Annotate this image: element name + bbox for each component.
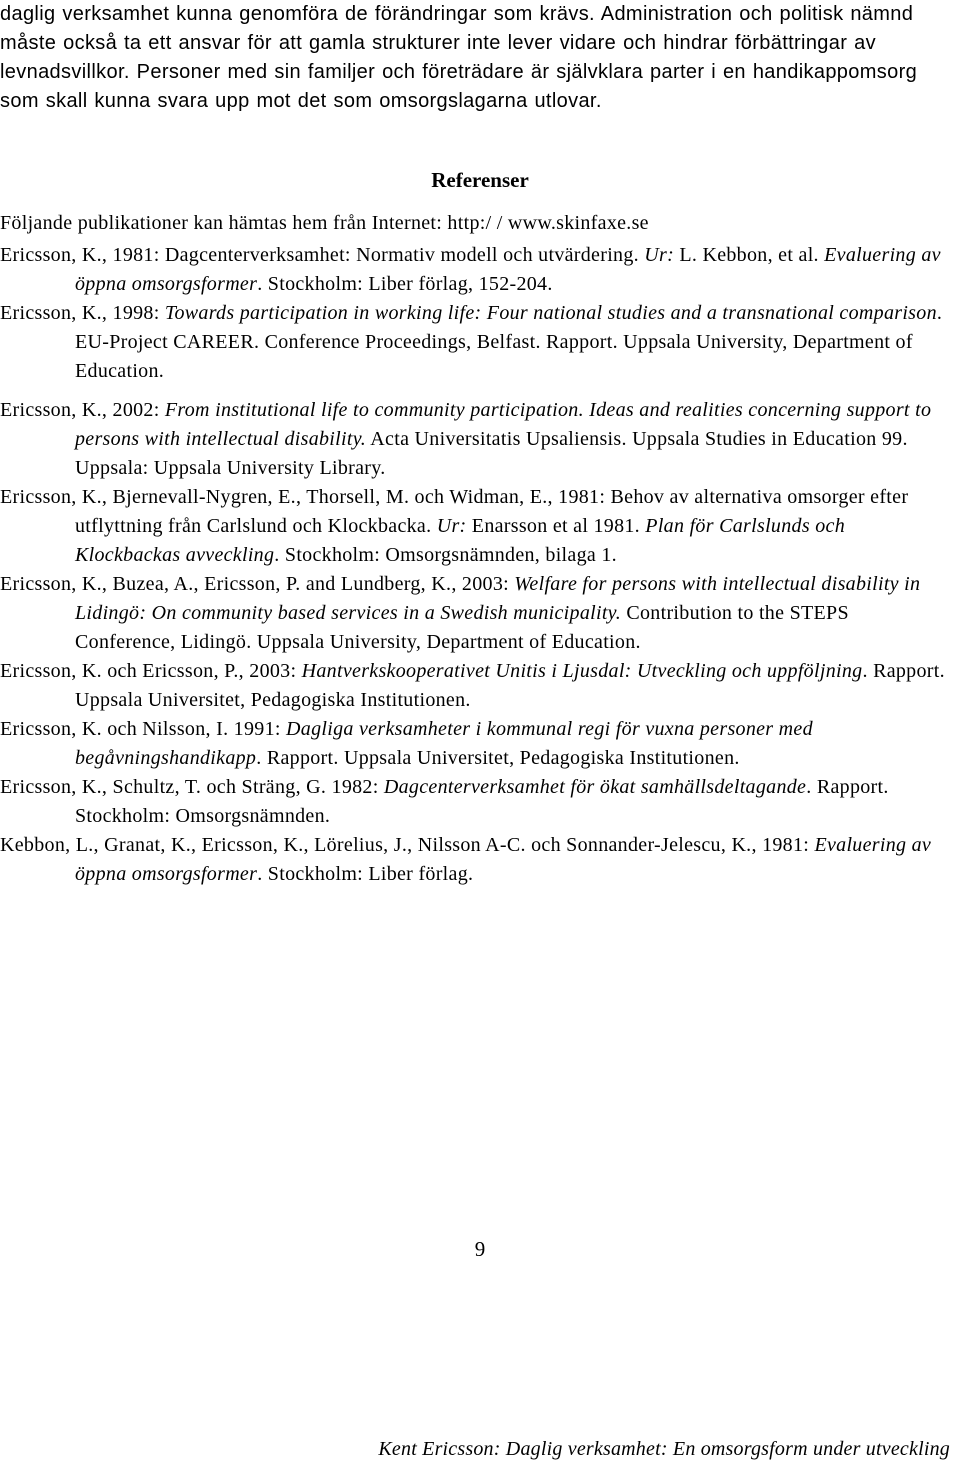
reference-item: Ericsson, K. och Ericsson, P., 2003: Hantverkskooperativet Unitis i Ljusdal: Utveckling och uppföljning. Rapport. Uppsala Universitet, Pedagogiska Institutionen. <box>0 660 945 711</box>
reference-item: Ericsson, K., 1998: Towards participation in working life: Four national studies and a transnational comparison. EU-Project CAREER. Conference Proceedings, Belfast. Rapport. Uppsala University, Department of Education. <box>0 302 943 382</box>
page-footer: Kent Ericsson: Daglig verksamhet: En omsorgsform under utveckling <box>378 1438 950 1460</box>
reference-list <box>0 209 952 889</box>
reference-item: Ericsson, K., Buzea, A., Ericsson, P. and Lundberg, K., 2003: Welfare for persons with intellectual disability in Lidingö: On community based services in a Swedish municipality. Contribution to the STEPS Conference, Lidingö. Uppsala University, Department of Education. <box>0 573 921 653</box>
page-number: 9 <box>474 1237 486 1261</box>
reference-item: Kebbon, L., Granat, K., Ericsson, K., Lörelius, J., Nilsson A-C. och Sonnander-Jelescu, K., 1981: Evaluering av öppna omsorgsformer. Stockholm: Liber förlag. <box>0 834 932 885</box>
reference-item: Ericsson, K., Bjernevall-Nygren, E., Thorsell, M. och Widman, E., 1981: Behov av alternativa omsorger efter utflyttning från Carlslund och Klockbacka. Ur: Enarsson et al 1981. Plan för Carlslunds och Klockbackas avveckling. Stockholm: Omsorgsnämnden, bilaga 1. <box>0 486 909 566</box>
internet-note: Följande publikationer kan hämtas hem från Internet: http:/ / www.skinfaxe.se <box>0 212 649 234</box>
intro-paragraph: daglig verksamhet kunna genomföra de förändringar som krävs. Administration och politisk nämnd måste också ta ett ansvar för att gamla strukturer inte lever vidare och hindrar förbättringar av levnadsvillkor. Personer med sin familjer och företrädare är självklara parter i en handikappomsorg som skall kunna svara upp mot det som omsorgslagarna utlovar. <box>0 3 918 112</box>
reference-item: Ericsson, K., 2002: From institutional life to community participation. Ideas and realities concerning support to persons with intellectual disability. Acta Universitatis Upsaliensis. Uppsala Studies in Education 99. Uppsala: Uppsala University Library. <box>0 399 932 479</box>
reference-item: Ericsson, K., Schultz, T. och Sträng, G. 1982: Dagcenterverksamhet för ökat samhällsdeltagande. Rapport. Stockholm: Omsorgsnämnden. <box>0 776 889 827</box>
reference-item: Ericsson, K. och Nilsson, I. 1991: Dagliga verksamheter i kommunal regi för vuxna personer med begåvningshandikapp. Rapport. Uppsala Universitet, Pedagogiska Institutionen. <box>0 718 813 769</box>
reference-item: Ericsson, K., 1981: Dagcenterverksamhet: Normativ modell och utvärdering. Ur: L. Kebbon, et al. Evaluering av öppna omsorgsformer. Stockholm: Liber förlag, 152-204. <box>0 244 941 295</box>
section-heading-referenser: Referenser <box>431 168 529 192</box>
